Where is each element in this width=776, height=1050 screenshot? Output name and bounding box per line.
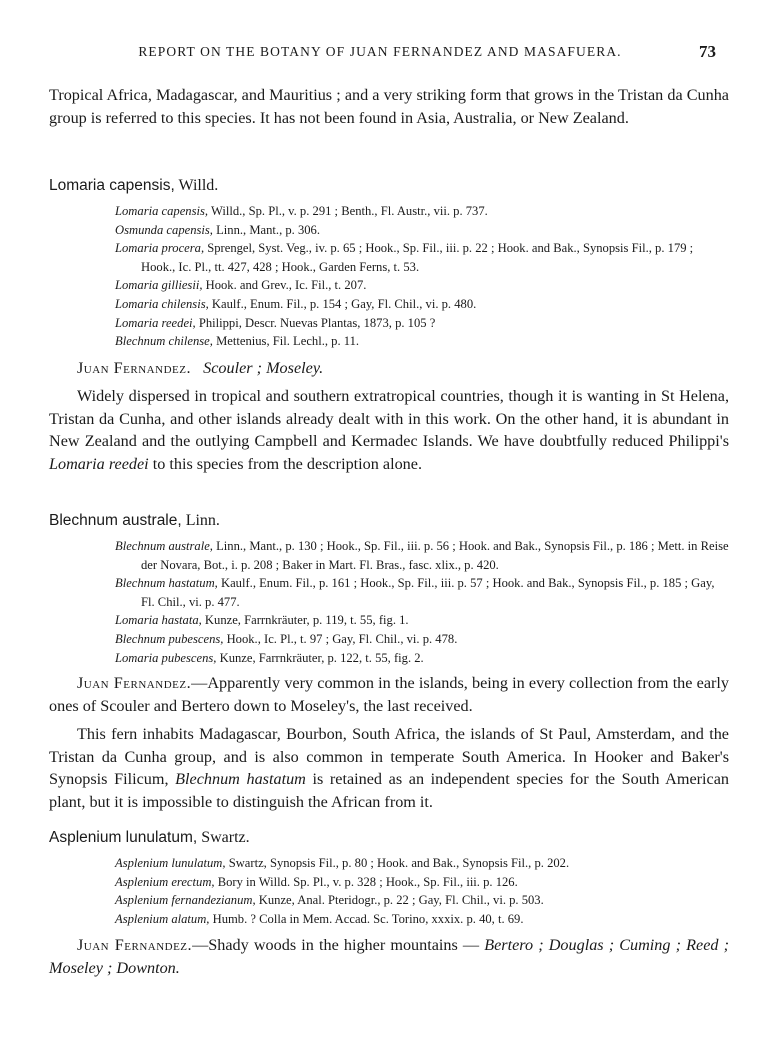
synonym-item: Blechnum hastatum, Kaulf., Enum. Fil., p. 161 ; Hook., Sp. Fil., iii. p. 57 ; Hook. and Bak., Synopsis Fil., p. 185 ; Gay, Fl. Chil., vi. p. 477. [115,576,715,609]
distribution-paragraph: This fern inhabits Madagascar, Bourbon, South Africa, the islands of St Paul, Amsterdam, and the Tristan da Cunha group, and is also common in temperate South America. In Hooker and Baker's Synopsis Filicum, Blechnum hastatum is retained as an independent species for the South American plant, but it is impossible to distinguish the African from it. [49,725,729,811]
synonym-list [49,202,729,351]
species-blechnum-australe [49,511,729,813]
running-title: REPORT ON THE BOTANY OF JUAN FERNANDEZ AND MASAFUERA. [138,44,622,59]
species-name: Asplenium lunulatum, [49,829,198,846]
species-heading [49,828,729,848]
synonym-item: Lomaria pubescens, Kunze, Farrnkräuter, p. 122, t. 55, fig. 2. [115,650,424,665]
intro-section [49,84,729,129]
running-header [100,42,716,64]
locality-line [49,357,729,380]
intro-paragraph: Tropical Africa, Madagascar, and Mauritius ; and a very striking form that grows in the Tristan da Cunha group is referred to this species. It has not been found in Asia, Australia, or New Zealand. [49,86,729,127]
synonym-item: Lomaria chilensis, Kaulf., Enum. Fil., p. 154 ; Gay, Fl. Chil., vi. p. 480. [115,296,477,311]
locality-label: Juan Fernandez. [77,936,193,955]
locality-paragraph: Juan Fernandez.—Apparently very common in the islands, being in every collection from the early ones of Scouler and Bertero down to Moseley's, the last received. [49,674,729,715]
species-name: Lomaria capensis, [49,177,175,194]
synonym-item: Lomaria capensis, Willd., Sp. Pl., v. p. 291 ; Benth., Fl. Austr., vii. p. 737. [115,204,488,218]
species-heading [49,511,729,531]
locality-label: Juan Fernandez. [77,674,192,693]
synonym-item: Asplenium erectum, Bory in Willd. Sp. Pl., v. p. 328 ; Hook., Sp. Fil., iii. p. 126. [115,874,518,889]
locality-collectors: Bertero ; Douglas ; Cuming ; Reed ; Moseley ; Downton. [49,936,729,977]
species-lomaria-capensis [49,176,729,475]
species-heading [49,176,729,196]
distribution-paragraph: Widely dispersed in tropical and southern extratropical countries, though it is wanting in St Helena, Tristan da Cunha, and other islands already dealt with in this work. On the other hand, it is abundant in New Zealand and the outlying Campbell and Kermadec Islands. We have doubtfully reduced Philippi's Lomaria reedei to this species from the description alone. [49,387,729,473]
synonym-item: Blechnum chilense, Mettenius, Fil. Lechl., p. 11. [115,334,360,349]
synonym-item: Osmunda capensis, Linn., Mant., p. 306. [115,222,320,237]
synonym-item: Lomaria gilliesii, Hook. and Grev., Ic. Fil., t. 207. [115,278,367,293]
locality-label: Juan Fernandez. [77,358,191,377]
synonym-list [49,537,729,667]
synonym-item: Asplenium fernandezianum, Kunze, Anal. Pteridogr., p. 22 ; Gay, Fl. Chil., vi. p. 503. [115,893,544,908]
synonym-item: Asplenium alatum, Humb. ? Colla in Mem. Accad. Sc. Torino, xxxix. p. 40, t. 69. [115,911,524,926]
synonym-item: Lomaria hastata, Kunze, Farrnkräuter, p. 119, t. 55, fig. 1. [115,613,409,628]
species-name: Blechnum australe, [49,512,182,529]
synonym-item: Asplenium lunulatum, Swartz, Synopsis Fil., p. 80 ; Hook. and Bak., Synopsis Fil., p. 202. [115,856,570,870]
species-author: Willd. [174,177,219,194]
synonym-item: Blechnum australe, Linn., Mant., p. 130 ; Hook., Sp. Fil., iii. p. 56 ; Hook. and Bak., Synopsis Fil., p. 186 ; Mett. in Reise der Novara, Bot., i. p. 208 ; Baker in Mart. Fl. Bras., fasc. xlix., p. 420. [115,539,729,572]
synonym-item: Blechnum pubescens, Hook., Ic. Pl., t. 97 ; Gay, Fl. Chil., vi. p. 478. [115,631,458,646]
locality-paragraph: Juan Fernandez.—Shady woods in the higher mountains — Bertero ; Douglas ; Cuming ; Reed ; Moseley ; Downton. [49,936,729,977]
page-number: 73 [699,42,716,61]
species-author: Linn. [181,512,220,529]
species-asplenium-lunulatum [49,828,729,979]
species-author: Swartz. [197,829,250,846]
synonym-item: Lomaria reedei, Philippi, Descr. Nuevas Plantas, 1873, p. 105 ? [115,315,436,330]
synonym-list [49,854,729,928]
locality-collectors: Scouler ; Moseley. [203,358,324,377]
synonym-item: Lomaria procera, Sprengel, Syst. Veg., iv. p. 65 ; Hook., Sp. Fil., iii. p. 22 ; Hook. and Bak., Synopsis Fil., p. 179 ; Hook., Ic. Pl., tt. 427, 428 ; Hook., Garden Ferns, t. 53. [115,241,694,274]
